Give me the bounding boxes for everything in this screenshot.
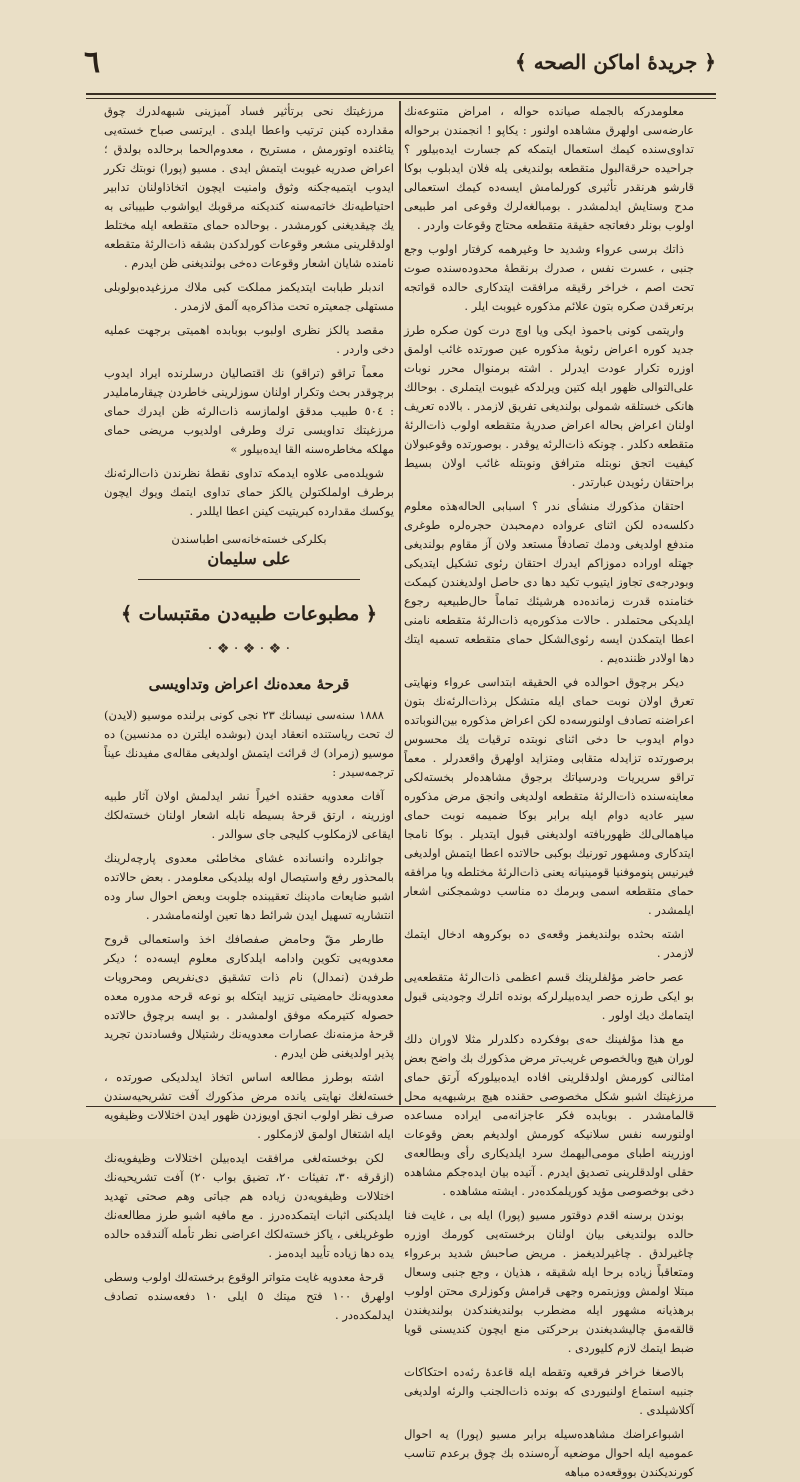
paragraph: اشته بحثده بولنديغمز وقعه‌ى ده بوكروهه ادخال ايتمك لازمدر .: [404, 927, 694, 960]
paragraph: عصر حاضر مؤلفلرينك قسم اعظمى ذات‌الرئهٔ متقطعه‌يى بو ايكى طرزه حصر ايده‌بيلرلركه بونده اتلرك وجودينى قبول ايتمامك ديك اولور .: [404, 970, 694, 1022]
paragraph: معلومدركه بالجمله صيانده حواله ، امراض متنوعه‌نك عارضه‌سى اولهرق مشاهده اولنور : يكاپو ! انجمندن برحواله تداوى‌سنده كيمك استعمال ايتمكه كم جسارت ايده‌بيلور ؟ جراحيده حرقة‌البول متقطعه بولنديغى يله فلان ايدبلوب بوكا قارشو هرنقدر تأثيرى كورلمامش ايسه‌ده كيمك استعمالى مدح وستايش ايدلمشدر . بومبالغه‌لرك وقوعى امر طبيعى اولوب بونلر دفعاتجه حقيقة متقطعه محتاج وقوعات واردر .: [404, 104, 694, 232]
paragraph: ديكر برچوق احوالده في الحقيقه ابتداسى عرواء ونهايتى تعرق اولان نوبت حماى ايله متشكل برذات‌الرئه‌نك بتون اعراضنه تصادف اولنورسه‌ده لكن اعراض مذكوره بين‌النوباتده دوام ايدوب حا دخى اثناى نوبتده ترقيات يك محسوس برصورتده تزايدله متقابى ومتزايد اولهرق واقعدرلر . معماً تراقو سريريات ودرسياتك برجوق مشاهده‌لر بخسته‌لكى معاينه‌سنده ذات‌الرئهٔ متقطعه اولديغى وانجق مرض مذكوره سير عاديه دوام ايله برابر بوكا ضميمه نوبت حماى مياهمالى‌لك ظهوربافته اولديغنى قبول ايتديلر . بوكا نامجا ايتدكارى ومشهور تورنيك بوكبى حالاتده اعطا ايتمش اولديغى فيرنيس پنوموفنيا قومينيانه يعنى ذات‌الرئهٔ مختلطه ويا مرافقه حماى متقطعه اسمى وبرمك ده مناسب دوشمجكنى اشعار ايلمشدر .: [404, 675, 694, 917]
paragraph: واريتمى كونى باحموذ ايكى ويا اوچ درت كون صكره طرز جديد كوره اعراض رئويهٔ مذكوره عين صورتده غائب اولمق اوزره تكرار عودت ايدرلر . اشته برمنوال محرر نوبات على‌التوالى ظهور ايله كتين ويرلدكه غيوبت ايتملرى . بوحالك هانكى خستلقه شمولى بولنديغى تفريق لازمدر . بالاده تعريف اولنان اعراض بحاله اعراض صدريهٔ متقطعه اولوب ذات‌الرئهٔ متقطعه دكلدر . چونكه ذات‌الرئه يوقدر . بوصورتده وقوعبولان كيفيت اتجق نوبتله مترافق ونوبتله غائب اولان بسيط براحتقان رئويدن عبارتدر .: [404, 323, 694, 489]
paragraph: معماً تراقو (تراقو) نك اقتصاليان درسلرنده ايراد ايدوب برچوقدر بحث وتكرار اولنان سوزلرينى خاطردن چيقارمامليدر : ٥٠٤ طبيب مدقق اولمازسه ذات‌الرئه ظن ايدرك حماى مرزغيتك تداويسى ترك وطرفى اولديوب مريضى حماى مهلكه مخاطره‌سنه القا ايده‌بيلور »: [104, 366, 394, 456]
paragraph: احتقان مذكورك منشأى ندر ؟ اسبابى الحاله‌هذه معلوم دكلسه‌ده لكن اثناى عرواده دم‌محبدن حجره‌لره طوغرى مندفع اولديغى ودمك تصادفاً مستعد ولان آز مقاوم بولنديغى جهتله اوراده دموزاكم ايدرك احتقان رئوى تشكيل ايتديكى وبودرجه‌ى تجاوز ايتيوب تكيد دها دى حاصل اولديغندن كيمكت خنامنده قدرت زمانده‌ده هرشيئك تماماً حال‌طبيعيه رجوع ايلديكى محتملدر . حالات مذكوره‌يه ذات‌الرئهٔ متقطعه نامنى اعطا ايتمكدن ايسه رئوى‌الشكل حماى متقطعه تسميه ايتك دها اولادر ظننده‌يم .: [404, 499, 694, 665]
paragraph: لكن بوخسته‌لغى مرافقت ايده‌بيلن اختلالات وظيفويه‌نك (ازقرقه ٣٠، تفيئات ٢٠، تضيق بواب ٢٠) آفت تشريحيه‌نك اختلالات وظيفويه‌دن زياده هم جباتى وهم صحتى تهديد ايلديكنى اثبات ايتمكده‌درز . مع مافيه اشبو طرز مطالعه‌نك طوغريلغى ، ياكز خسته‌لكك اعراضى نظر تأمله آلندقده حالده يده دها زياده تأييد ايده‌مز .: [104, 1151, 394, 1260]
header-rule: [86, 93, 716, 99]
author-name: على سليمان: [207, 549, 291, 568]
footer-rule: [86, 1106, 716, 1107]
paragraph: مقصد يالكز نظرى اولبوب بوبابده اهميتى برجهت عمليه دخى واردر .: [104, 323, 394, 356]
section-title: ﴿ مطبوعات طبيه‌دن مقتبسات ﴾: [120, 603, 378, 625]
paragraph: بالاصغا خراخر فرقعيه وتقطه ايله قاعدهٔ رئه‌ده احتكاكات جنبيه استماع اولنيوردى كه بونده ذات‌الجنب والرئه اولديغى آكلاشيلدى .: [404, 1365, 694, 1417]
article-title: قرحهٔ معده‌نك اعراض وتداويسى: [148, 675, 350, 693]
running-title: ﴿ جريدهٔ اماكن الصحه ﴾: [515, 50, 716, 74]
author-affiliation: بكلركى خسته‌خانه‌سى اطباسندن: [171, 532, 327, 546]
paragraph: ١٨٨٨ سنه‌سى نيسانك ٢٣ نجى كونى برلنده موسيو (لايدن) ك تحت رياستنده انعقاد ايدن (بوشده ايلترن ده مدنسين) ده موسيو (زمراد) ك قرائت ايتمش اولديغى مقاله‌ى مفيدنك عيناً ترجمه‌سيدر :: [104, 708, 394, 779]
left-column: [104, 102, 394, 1322]
paragraph: ذاتك برسى عرواء وشديد حا وغيرهمه كرفتار اولوب وجع جنبى ، عسرت نفس ، صدرك برنقطهٔ محدوده‌سنده صوت تحت اصم ، خراخر رقيقه مرافقت ايتدكارى حالده قواتجه برتعرقدن صكره بتون علائم مذكوره غيوبت ايلر .: [404, 242, 694, 313]
paragraph: مع هذا مؤلفينك حه‌ى بوفكرده دكلدرلر مثلا لاوران دلك لوران هيچ وبالخصوص غريب‌تر مرض مذكورك بك واضح بعض امثالنى كورمش اولدقلرينى افاده ايده‌بيلوركه آرتق حماى مرزغيتك اشبو شكل مخصوصى حقنده هيچ برشبهه‌يه محل قالمامشدر . بوبابده فكر عاجزانه‌مى ايراده مساعده اولنورسه نفس سلانيكه كورمش اولديغم بعض وقوعات اوزرينه اطباى مومى‌اليهمك سرد ايلديكارى رأى وبطالعه‌ى حقلى اولدقلرينى تصديق ايدرم . آتيده بيان ايده‌جكم مشاهده دخى بوخصوصى مؤيد كوريلمكده‌در . ايشته مشاهده .: [404, 1032, 694, 1198]
column-divider: [399, 101, 401, 1105]
paragraph: مرزغيتك نحى برتأثير فساد آميزينى شبهه‌لدرك چوق مقدارده كينن ترتيب واعطا ايلدى . ايرتسى صباح خسته‌يى يتاغنده اوتورمش ، مستريح ، معدوم‌الحما برحالده بولدق ؛ اعراض صدريه غيوبت ايتمش ايدى . مسيو (پورا) نوبتك تكرر ايدوب ايتميه‌جكنه وثوق وامنيت ايچون اتخاذاولنان تدابير احتياطيه‌نك خاتمه‌سنه كنديكنه مرقوبك ايواشوب طبيباتى به يك چيقديغنى كورمشدر . بوحالده حماى متقطعه ايله مختلط اولدقلرينى مشعر وقوعات كورلدكدن بشقه ذات‌الرئهٔ متقطعه نامنده شايان اشعار وقوعات ده‌خى بولنديغنى ظن ايدرم .: [104, 104, 394, 270]
author-signature: [104, 529, 394, 569]
ornament-divider: · ❖ · ❖ · ❖ ·: [207, 641, 291, 657]
page-header: [84, 34, 716, 90]
paragraph: قرحهٔ معدويه غايت متواتر الوقوع برخسته‌لك اولوب وسطى اولهرق ١٠٠ فتح ميتك ٥ ايلى ١٠ دفعه‌سنده تصادف ايدلمكده‌در .: [104, 1270, 394, 1322]
right-column: [404, 102, 694, 1479]
paragraph: اشته بوطرز مطالعه اساس اتخاذ ايدلديكى صورتده ، خسته‌لغك نهايتى يانده مرض مذكورك آفت تشريحيه‌سندن صرف نظر اولوب انجق اويوزدن ظهور ايدن اختلالات وظيفويه ايله اشتغال اولمق لازمكلور .: [104, 1070, 394, 1141]
paragraph: آفات معدويه حقنده اخيراً نشر ايدلمش اولان آثار طبيه اوزرينه ، ارتق قرحهٔ بسيطه نابله اشعار اولنان خسته‌لكك ايقاعى لازمكلوب كليجى جاى سوالدر .: [104, 789, 394, 841]
separator-line: [138, 579, 360, 580]
paragraph: بوندن برسنه اقدم دوقتور مسيو (پورا) ايله بى ، غايت فنا حالده بولنديغى بيان اولنان برخسته‌يى كورمك اوزره چاغيرلدق . چاغيرلديغمز . مريض صاحبش شديد برعرواء ومتعاقباً زياده برحا ايله شقيقه ، هذيان ، وجع جنبى وسعال مبتلا اولمش ووزبتمره وجهى قرامش وكوزلرى محتن اولوب برهذيانه مشهور ايله مضطرب بولنديغندكدن بولنديغندن قالقه‌مق چاليشديغندن برحركتى منع ايچون كنديسنى قويا ضبط ايتمك لازم كليوردى .: [404, 1208, 694, 1355]
section-separator: [104, 579, 394, 580]
paragraph: طارطر مقّ وحامض صفصافك اخذ واستعمالى قروح معدويه‌يى تكوين وادامه ايلدكارى معلوم ايسه‌ده ؛ ديكر طرفدن (نمدال) نام ذات تشقيق دى‌نفريص ومحرويات معدويه‌نك حامضيتى تزييد ايتكله بو نوعه قرحه مدوره معده حصوله كتيرمكه موفق اولمشدر . بو ايسه برچوق حالاتده قرحهٔ مزمنه‌نك عصارات معدويه‌نك رشتيلال وفسادندن تجريد پذير اولديغنى ظن ايدرم .: [104, 932, 394, 1060]
paragraph: اندبلر طبابت ايتديكمز مملكت كبى ملاك مرزغيده‌بولوبلى مستهلى جمعيتره تحت مذاكره‌يه آلمق لازمدر .: [104, 280, 394, 313]
page-number: ٦: [84, 44, 101, 80]
paragraph: اشبواعراضك مشاهده‌سيله برابر مسيو (پورا) يه احوال عموميه ايله احوال موضعيه آره‌سنده بك چوق برعدم تناسب كورنديكندن بووقعه‌ده مباهه: [404, 1427, 694, 1479]
paragraph: جوانلرده وانسانده غشاى مخاطئى معدوى پارچه‌لرينك بالمحذور رفع واستيصال اوله بيلديكى معلومدر . بعض حالاتده اشبو ضايعات مادينك تعقيبنده جلوبت وبعض احوال سار وده انتشاريه تسهيل ايدن شرائط دها تعين اولنه‌مامشدر .: [104, 851, 394, 922]
paragraph: شويلده‌مى علاوه ايدمكه تداوى نقطهٔ نظرندن ذات‌الرئه‌نك برطرف اولملكتولن يالكز حماى تداوى ايتمك ويوك ايچون يوكسك مقدارده كبريتيت كينن اعطا ايللدر .: [104, 466, 394, 518]
